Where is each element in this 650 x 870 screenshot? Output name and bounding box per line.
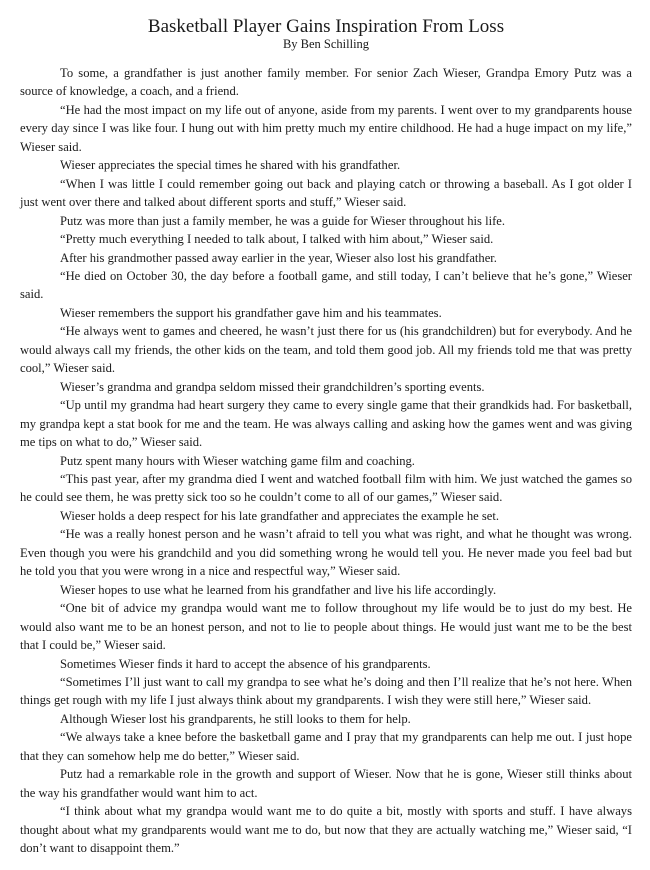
article-paragraph: Putz had a remarkable role in the growth and support of Wieser. Now that he is gone, Wieser still thinks about the way his grandfather would want him to act. [20,767,632,800]
article-paragraph: “When I was little I could remember going out back and playing catch or throwing a baseball. As I got older I just went over there and talked about different sports and stuff,” Wieser said. [20,176,632,210]
article-paragraph: Putz spent many hours with Wieser watching game film and coaching. [60,453,415,468]
article-paragraph: “I think about what my grandpa would want me to do quite a bit, mostly with sports and stuff. I have always thought about what my grandparents would want me to do, but now that they are actually watching me,” Wieser said, “I don’t want to disappoint them.” [20,804,632,856]
article-paragraph: Wieser remembers the support his grandfather gave him and his teammates. [60,305,442,320]
article-paragraph: Wieser holds a deep respect for his late grandfather and appreciates the example he set. [60,508,500,523]
article-paragraph: “This past year, after my grandma died I went and watched football film with him. We just watched the games so he could see them, he was pretty sick too so he couldn’t come to all of our games,” Wieser said. [20,471,632,505]
article-paragraph: “Sometimes I’ll just want to call my grandpa to see what he’s doing and then I’ll realize that he’s not here. When things get rough with my life I just always think about my grandparents. I wish they were still here,” Wieser said. [20,674,632,708]
article-paragraph: Wieser appreciates the special times he shared with his grandfather. [60,158,401,173]
article-paragraph: Sometimes Wieser finds it hard to accept the absence of his grandparents. [60,656,431,671]
article-byline: By Ben Schilling [282,37,370,51]
article-paragraph: Putz was more than just a family member, he was a guide for Wieser throughout his life. [60,213,506,228]
article-paragraph: Wieser’s grandma and grandpa seldom missed their grandchildren’s sporting events. [60,379,485,394]
article [20,16,632,857]
article-paragraph: To some, a grandfather is just another family member. For senior Zach Wieser, Grandpa Emory Putz was a source of knowledge, a coach, and a friend. [20,66,632,99]
article-paragraph: “He died on October 30, the day before a football game, and still today, I can’t believe that he’s gone,” Wieser said. [20,268,632,302]
article-paragraph: Although Wieser lost his grandparents, he still looks to them for help. [60,711,411,726]
article-paragraph: Wieser hopes to use what he learned from his grandfather and live his life accordingly. [60,582,497,597]
article-paragraph: “We always take a knee before the basketball game and I pray that my grandparents can help me out. I just hope that they can somehow help me do better,” Wieser said. [20,730,632,763]
article-paragraph: “He always went to games and cheered, he wasn’t just there for us (his grandchildren) but for everybody. And he would always call my friends, the other kids on the team, and told them good job. All my friends told me that was pretty cool,” Wieser said. [20,324,632,376]
article-paragraph: “One bit of advice my grandpa would want me to follow throughout my life would be to just do my best. He would also want me to be an honest person, and not to lie to people about things. He would just want me to be the best that I could be,” Wieser said. [20,601,632,653]
article-paragraph: “Up until my grandma had heart surgery they came to every single game that their grandkids had. For basketball, my grandpa kept a stat book for me and the team. He was always calling and asking how the games went and was giving me tips on what to do,” Wieser said. [20,398,632,450]
article-paragraph: “He was a really honest person and he wasn’t afraid to tell you what was right, and what he thought was wrong. Even though you were his grandchild and you did something wrong he would tell you. He never made you feel bad but he told you that you were wrong in a nice and respectful way,” Wieser said. [20,527,632,579]
article-title: Basketball Player Gains Inspiration From Loss [147,16,505,37]
article-paragraph: After his grandmother passed away earlier in the year, Wieser also lost his grandfather. [60,250,497,265]
article-paragraph: “Pretty much everything I needed to talk about, I talked with him about,” Wieser said. [60,232,494,247]
article-body [20,64,632,857]
article-paragraph: “He had the most impact on my life out of anyone, aside from my parents. I went over to my grandparents house every day since I was like four. I hung out with him pretty much my entire childhood. He had a huge impact on my life,” Wieser said. [20,102,632,154]
